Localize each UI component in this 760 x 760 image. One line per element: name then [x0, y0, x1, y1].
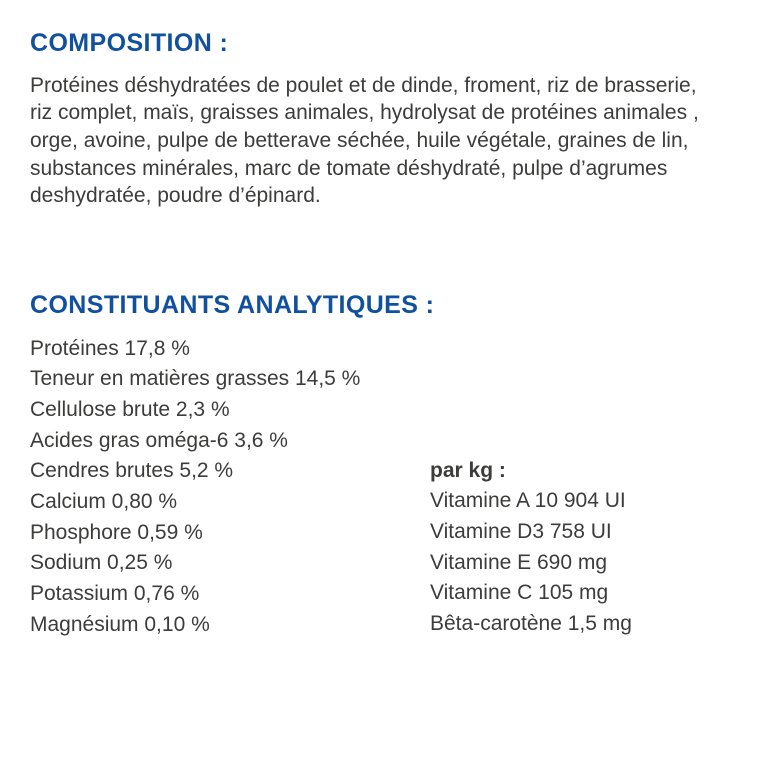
list-item: Cendres brutes 5,2 %: [30, 459, 234, 483]
composition-section: [30, 30, 730, 210]
list-item: Vitamine D3 758 UI: [430, 519, 612, 543]
analytical-constituents-heading: CONSTITUANTS ANALYTIQUES :: [30, 291, 435, 320]
vitamins-title: par kg :: [430, 458, 506, 482]
list-item: Potassium 0,76 %: [30, 581, 200, 605]
nutrients-list: [30, 334, 430, 641]
composition-text: Protéines déshydratées de poulet et de dinde, froment, riz de brasserie, riz complet, maïs, graisses animales, hydrolysat de protéines animales , orge, avoine, pulpe de betterave séchée, huile végétale, graines de lin, substances minérales, marc de tomate déshydraté, pulpe d’agrumes deshydratée, poudre d’épinard.: [30, 73, 699, 208]
list-item: Bêta-carotène 1,5 mg: [430, 611, 632, 635]
list-item: Cellulose brute 2,3 %: [30, 397, 230, 421]
list-item: Teneur en matières grasses 14,5 %: [30, 367, 361, 391]
composition-heading: COMPOSITION :: [30, 29, 229, 57]
vitamins-list: [430, 334, 730, 640]
analytics-columns: [30, 334, 730, 641]
list-item: Vitamine E 690 mg: [430, 550, 608, 574]
list-item: Phosphore 0,59 %: [30, 520, 203, 544]
list-item: Vitamine C 105 mg: [430, 581, 609, 605]
list-item: Protéines 17,8 %: [30, 336, 190, 360]
list-item: Sodium 0,25 %: [30, 551, 173, 575]
analytical-constituents-section: [30, 292, 730, 640]
list-item: Calcium 0,80 %: [30, 489, 178, 513]
list-item: Acides gras oméga-6 3,6 %: [30, 428, 288, 452]
list-item: Vitamine A 10 904 UI: [430, 489, 626, 513]
list-item: Magnésium 0,10 %: [30, 612, 210, 636]
